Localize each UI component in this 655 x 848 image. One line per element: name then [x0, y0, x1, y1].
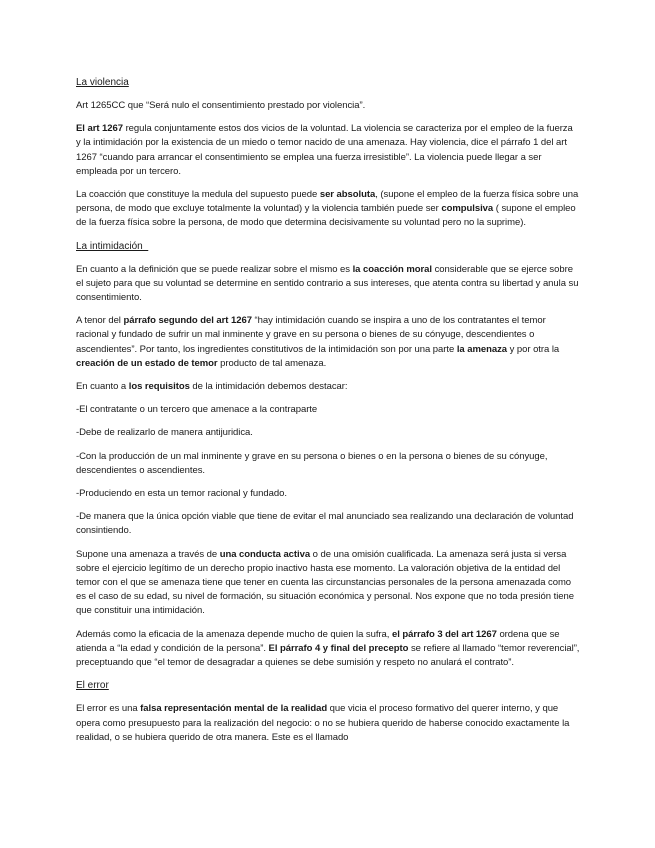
bold-text: la amenaza — [456, 343, 508, 355]
bold-text: compulsiva — [441, 203, 494, 215]
bold-text: creación de un estado de temor — [76, 357, 218, 369]
paragraph — [76, 188, 580, 231]
text-run: Además como la eficacia de la amenaza depende mucho de quien la sufra, — [76, 628, 392, 640]
text-run: -Con la producción de un mal inminente y grave en su persona o bienes o en la persona o bienes de su cónyuge, descendientes o ascendientes. — [76, 450, 548, 476]
paragraph — [76, 702, 580, 745]
text-run: ( supone el empleo de la fuerza física sobre la persona, de modo que determina decisivamente su voluntad pero no la suprime). — [76, 203, 576, 229]
bold-text: una conducta activa — [219, 548, 311, 560]
text-run: A tenor del — [76, 315, 124, 327]
document-page — [76, 76, 580, 754]
bold-text: El párrafo 4 y final del precepto — [268, 642, 409, 654]
text-run: La coacción que constituye la medula del supuesto puede — [76, 189, 320, 201]
text-run: En cuanto a la definición que se puede realizar sobre el mismo es — [76, 263, 353, 275]
text-run: Supone una amenaza a través de — [76, 548, 220, 560]
text-run: y por otra la — [507, 343, 560, 355]
text-run: regula conjuntamente estos dos vicios de la voluntad. La violencia se caracteriza por el empleo de la fuerza y la intimidación por la existencia de un miedo o temor nacido de una amenaza. Hay violencia, dice el párrafo 1 del art 1267 “cuando para arrancar el consentimiento se emplea una fuerza irresistible”. La violencia puede llegar a ser empleada por un tercero. — [76, 123, 573, 177]
text-run: -Produciendo en esta un temor racional y fundado. — [76, 488, 287, 500]
section-heading: La violencia — [76, 77, 129, 88]
text-run: o de una omisión cualificada. La amenaza será justa si versa sobre el ejercicio legítimo de un derecho propio inactivo hasta ese momento. La valoración objetiva de la entidad del temor con el que se amenaza tiene que tener en cuenta las circunstancias personales de la persona amenazada como es el caso de su edad, su nivel de formación, su situación económica y personal. Nos expone que no toda presión tiene que constituir una intimidación. — [76, 548, 574, 617]
text-run: Art 1265CC que “Será nulo el consentimiento prestado por violencia”. — [76, 100, 366, 111]
text-run: ordena que se atienda a “la edad y condición de la persona”. — [76, 628, 560, 654]
paragraph — [76, 122, 580, 179]
text-run: de la intimidación debemos destacar: — [189, 381, 348, 393]
bold-text: los requisitos — [128, 381, 190, 393]
text-run: “hay intimidación cuando se inspira a uno de los contratantes el temor racional y fundado de sufrir un mal inminente y grave en su persona o bienes de su cónyuge, descendientes o ascendientes”. Por tanto, los ingredientes constitutivos de la intimidación son por una parte — [76, 315, 546, 355]
paragraph — [76, 548, 580, 619]
text-run: , (supone el empleo de la fuerza física sobre una persona, de modo que excluye totalmente la voluntad) y la violencia también puede ser — [76, 189, 579, 215]
paragraph — [76, 403, 580, 417]
paragraph — [76, 380, 580, 394]
bold-text: falsa representación mental de la realidad — [140, 703, 328, 715]
text-run: -De manera que la única opción viable que tiene de evitar el mal anunciado sea realizando una declaración de voluntad consintiendo. — [76, 511, 574, 537]
paragraph — [76, 99, 580, 113]
section-heading: El error — [76, 680, 109, 692]
text-run: considerable que se ejerce sobre el sujeto para que su voluntad se determine en sentido contrario a sus intereses, que atenta contra su libertad y anula su consentimiento. — [76, 263, 579, 304]
text-run: -Debe de realizarlo de manera antijuridica. — [76, 427, 253, 439]
paragraph — [76, 450, 580, 478]
bold-text: ser absoluta — [319, 189, 376, 201]
section-heading: La intimidación — [76, 240, 149, 252]
paragraph — [76, 487, 580, 501]
text-run: -El contratante o un tercero que amenace a la contraparte — [76, 404, 318, 416]
bold-text: la coacción moral — [352, 263, 432, 275]
text-run: producto de tal amenaza. — [217, 357, 327, 369]
text-run: que vicia el proceso formativo del querer interno, y que opera como presupuesto para la realización del negocio: o no se hubiera querido de haberse conocido exactamente la realidad, o se hubiera querido de otra manera. Este es el llamado — [76, 703, 570, 743]
bold-text: el párrafo 3 del art 1267 — [391, 628, 497, 640]
paragraph — [76, 426, 580, 440]
text-run: En cuanto a — [76, 381, 129, 393]
bold-text: párrafo segundo del art 1267 — [123, 315, 252, 327]
paragraph — [76, 510, 580, 538]
paragraph — [76, 314, 580, 371]
text-run: se refiere al llamado “temor reverencial”, preceptuando que “el temor de desagradar a quienes se debe sumisión y respeto no anulará el contrato”. — [76, 642, 580, 669]
paragraph — [76, 628, 580, 671]
bold-text: El art 1267 — [76, 123, 123, 135]
text-run: El error es una — [76, 703, 141, 715]
paragraph — [76, 263, 580, 306]
